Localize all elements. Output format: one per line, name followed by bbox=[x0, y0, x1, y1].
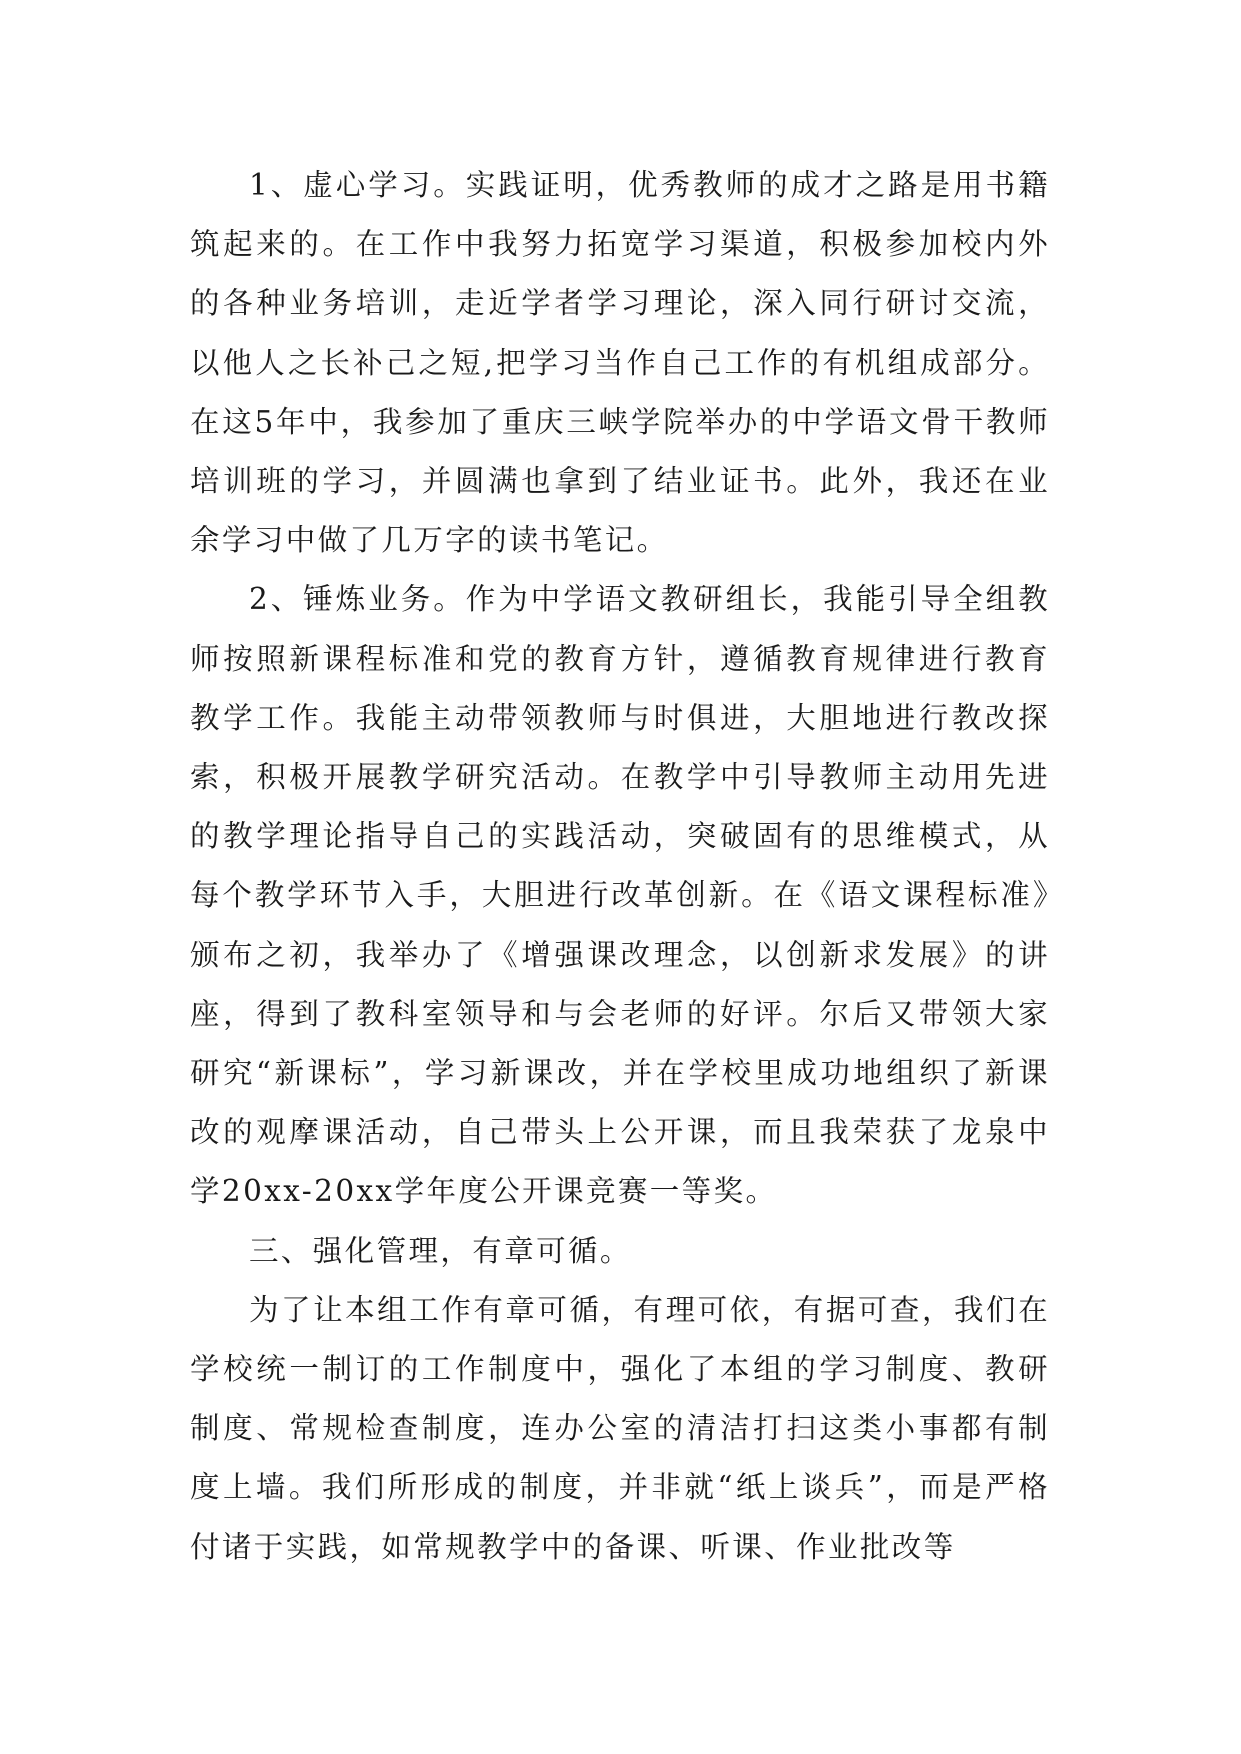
paragraph-management: 为了让本组工作有章可循，有理可依，有据可查，我们在学校统一制订的工作制度中，强化了本组的学习制度、教研制度、常规检查制度，连办公室的清洁打扫这类小事都有制度上墙。我们所形成的制度，并非就“纸上谈兵”，而是严格付诸于实践，如常规教学中的备课、听课、作业批改等 bbox=[190, 1292, 1050, 1564]
section-heading-management: 三、强化管理，有章可循。 bbox=[249, 1233, 632, 1268]
paragraph-business: 2、锤炼业务。作为中学语文教研组长，我能引导全组教师按照新课程标准和党的教育方针，遵循教育规律进行教育教学工作。我能主动带领教师与时俱进，大胆地进行教改探索，积极开展教学研究活动。在教学中引导教师主动用先进的教学理论指导自己的实践活动，突破固有的思维模式，从每个教学环节入手，大胆进行改革创新。在《语文课程标准》颁布之初，我举办了《增强课改理念，以创新求发展》的讲座，得到了教科室领导和与会老师的好评。尔后又带领大家研究“新课标”，学习新课改，并在学校里成功地组织了新课改的观摩课活动，自己带头上公开课，而且我荣获了龙泉中学20xx-20xx学年度公开课竞赛一等奖。 bbox=[190, 582, 1050, 1209]
document-page bbox=[190, 156, 1050, 1577]
paragraph-study: 1、虚心学习。实践证明，优秀教师的成才之路是用书籍筑起来的。在工作中我努力拓宽学习渠道，积极参加校内外的各种业务培训，走近学者学习理论，深入同行研讨交流，以他人之长补己之短,把学习当作自己工作的有机组成部分。在这5年中，我参加了重庆三峡学院举办的中学语文骨干教师培训班的学习，并圆满也拿到了结业证书。此外，我还在业余学习中做了几万字的读书笔记。 bbox=[190, 168, 1050, 558]
